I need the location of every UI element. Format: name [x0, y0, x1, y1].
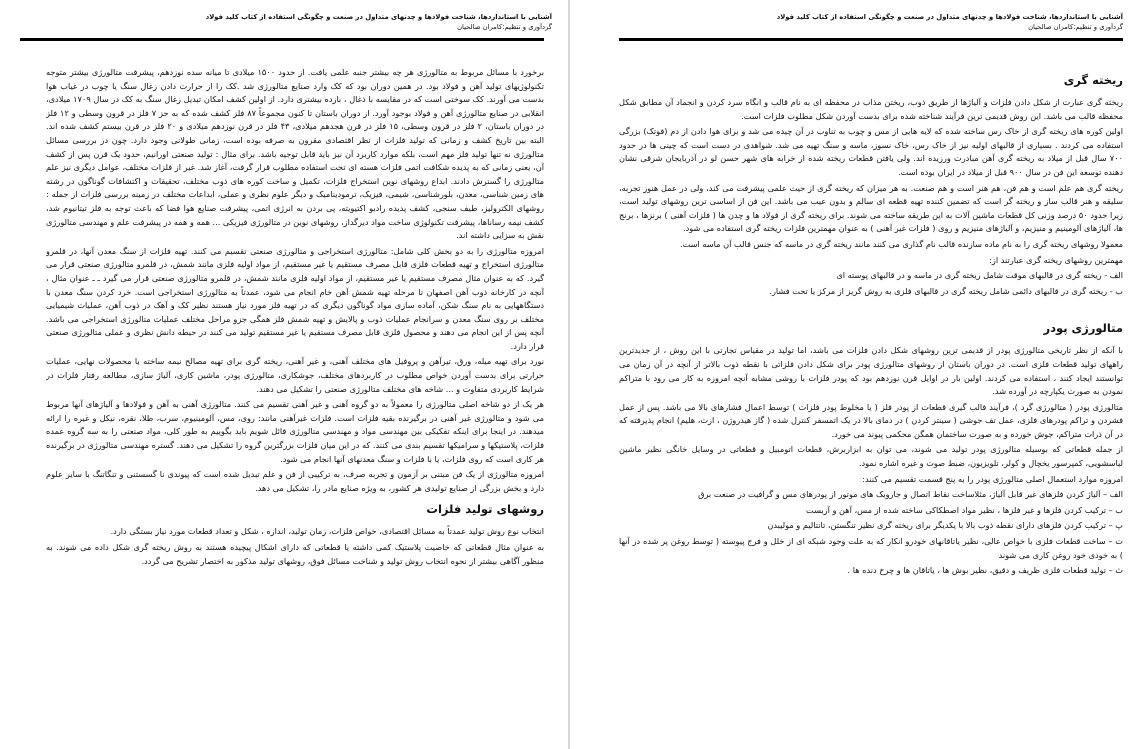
header-rule	[20, 38, 544, 41]
paragraph: ریخته گری هم علم است و هم فن، هم هنر است و هم صنعت. به هر میزان که ریخته گری از حیث علمی پیشرفت می کند، ولی در عمل هنوز تجربه، سلیقه و هنر قالب ساز و ریخته گر است که تضمین کننده تهیه قطعه ای سالم و بدون عیب می باشد. این فن از اساسی ترین روشهای تولید است، زیرا حدود ۵۰ درصد وزنی کل قطعات ماشین آلات به این طریقه ساخته می شوند. برای ریخته گری از فولاد ها و چدن ها ( فلزات آهنی ) برنزها ، برنج ها، آلیاژهای آلومینیم و منیزیم، و آلیاژهای منیزیم و روی ( فلزات غیر آهنی ) به عنوان مهمترین فلزات ریخته گری استفاده می شود.	[619, 182, 1123, 234]
section-heading: روشهای تولید فلزات	[426, 502, 544, 517]
paragraph: مهمترین روشهای ریخته گری عبارتند از:	[989, 254, 1123, 265]
list-item: پ – ترکیب کردن فلزهای دارای نقطه ذوب بالا با یکدیگر برای ریخته گری نظیر تنگستن، تانتالیم و مولیبدن	[767, 520, 1123, 531]
header-rule	[619, 38, 1123, 41]
header-subtitle: گردآوری و تنظیم:کامران صالحیان	[457, 23, 552, 31]
right-page	[571, 0, 1141, 749]
paragraph: به عنوان مثال قطعاتی که خاصیت پلاستیک کمی داشته یا قطعاتی که دارای اشکال پیچیده هستند به روش ریخته گری شکل داده می شوند. به منظور آگاهی بیشتر از نحوه انتخاب روش تولید و شناخت مسائل فوق، روشهای تولید مذکور به اختصار تشریح می گردد.	[46, 542, 544, 566]
paragraph: هر یک از دو شاخه اصلی متالورژی را معمولاً به دو گروه آهنی و غیر آهنی تقسیم می کنند. متالورژی آهنی به آهن و فولادها و آلیاژهای آنها مربوط می شود و متالورژی غیر آهنی در برگیرنده بقیه فلزات است. فلزات غیرآهنی مانند: روی، مس، آلومینیوم، سرب، طلا، نقره، نیکل و غیره را ارائه میدهند. در اینجا برای اینکه تفکیکی بین مهندسی مواد و مهندسی متالورژی قائل شویم باید بگوییم به طور کلی، مواد صنعتی را به سه گروه عمده فلزات، پلاستیکها و سرامیکها تقسیم بندی می کنند. که در این میان فلزات بزرگترین گروه را تشکیل می دهند. گستره مهندسی متالورژی در برگیرنده هر کاری است که روی فلزات، یا با فلزات و سنگ معدنهای آنها انجام می شود.	[46, 399, 544, 464]
paragraph: ریخته گری عبارت از شکل دادن فلزات و آلیاژها از طریق ذوب، ریختن مذاب در محفظه ای به نام قالب و انگاه سرد کردن و انجماد آن مطابق شکل محفظه قالب می باشد. این روش قدیمی ترین فرآیند شناخته شده برای بدست آوردن شکل مطلوب فلزات است.	[619, 97, 1123, 121]
paragraph: نورد برای تهیه میله، ورق، تیرآهن و پروفیل های مختلف آهنی، و غیر آهنی، ریخته گری برای تهیه مصالح نیمه ساخته یا محصولات نهایی، عملیات حرارتی برای بدست آوردن خواص مطلوب در کاربردهای مختلف، جوشکاری، متالورژی پودر، ماشین کاری، آلیاژ سازی، مطالعه رفتار فلزات در شرایط کاربردی متفاوت و ... شاخه های مختلف متالورژی صنعتی را تشکیل می دهند.	[46, 356, 544, 394]
right-page-content	[619, 66, 1123, 729]
page-gutter	[568, 0, 570, 749]
list-item: ت – ساخت قطعات فلزی با خواص عالی، نظیر یاتاقانهای خودرو انکار که به علت وجود شبکه ای از خلل و فرج پیوسته ( توسط روغن پر شده در آنها ) به خودی خود روغن کاری می شوند	[619, 536, 1123, 560]
paragraph: امروزه موارد استعمال اصلی متالورژی پودر را به پنج قسمت تقسیم می کنند:	[862, 473, 1123, 484]
page-header	[777, 12, 1123, 32]
paragraph: معمولا روشهای ریخته گری را به نام ماده سازنده قالب نام گذاری می کنند مانند ریخته گری در ماسه که جنس قالب آن ماسه است.	[679, 238, 1123, 249]
list-item: ب – ترکیب کردن فلزها و غیر فلزها ، نظیر مواد اصطکاکی ساخته شده از مس، آهن و آزبست	[806, 504, 1123, 515]
paragraph: از جمله قطعاتی که بوسیله متالورژی پودر تولید می شوند، می توان به ابزاربرش، قطعات اتومبیل و قطعاتی در وسایل خانگی نظیر ماشین لباسشویی، کمپرسور یخچال و کولر، تلویزیون، ضبط صوت و غیره اشاره نمود.	[619, 444, 1123, 469]
header-subtitle: گردآوری و تنظیم:کامران صالحیان	[1028, 23, 1123, 31]
list-item: ب - ریخته گری در قالبهای دائمی شامل ریخته گری در قالبهای فلزی به روش گریز از مرکز یا تحت فشار.	[769, 285, 1123, 296]
paragraph: با آنکه از نظر تاریخی متالورژی پودر از قدیمی ترین روشهای شکل دادن فلزات می باشد، اما تولید در مقیاس تجارتی با این روش ، از جدیدترین راههای تولید قطعات فلزی است. در دوران باستان از روشهای متالورژی پودر برای شکل دادن فلزاتی با نقطه ذوب بالاتر از آنچه در آن زمان می توانستند ایجاد کنند ، استفاده می کردند. اولین بار در اوایل قرن نوزدهم بود که پودر فلزات با روشی مشابه آنچه امروزه به کار می رود با متراکم نمودن به صورت یکپارچه در آورده شد.	[619, 345, 1123, 397]
header-title: آشنایی با استانداردها، شناخت فولادها و چدنهای متداول در صنعت و چگونگی استفاده از کتاب کلید فولاد	[205, 13, 552, 21]
page-header	[206, 12, 552, 32]
paragraph: امروزه متالورژی را به دو بخش کلی شامل: متالورژی استخراجی و متالورژی صنعتی تقسیم می کنند. تهیه فلزات از سنگ معدن آنها، در قلمرو متالورژی استخراج و تهیه قطعات فلزی قابل مصرف مستقیم یا غیر مستقیم، از مواد اولیه فلزی مانند شمش، در قلمرو متالورژی صنعتی قرار می گیرد. که به عنوان مثال مصرف مستقیم یا غیر مستقیم، از مواد اولیه فلزی مانند شمش، در قلمرو متالورژی صنعتی قرار می گیرد ـ ـ عنوان مثال ، آنچه در کارخانه ذوب آهن اصفهان تا مرحله تهیه شمش آهن خام انجام می شود، عمدتاً به متالورژی استخراجی است. خرد کردن سنگ معدن با دستگاههایی به نام سنگ شکن، آماده سازی مواد گوناگون دیگری که در تهیه فلز مورد نیاز هستند نظیر کک و آهک در ذوب آهن، عملیات شیمیایی مختلف بر روی سنگ معدن و سرانجام عملیات ذوب و پالایش و تهیه شمش فلز همگی جزو مراحل مختلف عملیات متالورژی استخراجی می باشد. آنچه پس از این انجام می دهند و محصول فلزی قابل مصرف مستقیم یا غیر مستقیم تولید می کنند در حیطه دانش نظری و عملی متالورژی صنعتی قرار دارد.	[46, 245, 544, 351]
left-page-content	[46, 66, 544, 729]
paragraph: انتخاب نوع روش تولید عمدتاً به مسائل اقتصادی، خواص فلزات، زمان تولید، اندازه ، شکل و تعداد قطعات مورد نیاز بستگی دارد.	[110, 526, 544, 537]
left-page	[0, 0, 570, 749]
paragraph: برخورد با مسائل مربوط به متالورژی هر چه بیشتر جنبه علمی یافت. از حدود ۱۵۰۰ میلادی تا میانه سده نوزدهم، پیشرفت متالورژی بیشتر متوجه تکنولوژیهای تولید آهن و فولاد بود. در همین دوران بود که کک وارد صنایع متالورژی شد .کک را از حرارت دادن زغال سنگ یا چوب در غیاب هوا بدست می آورند. کک سوختی است که در مقایسه با ذغال ، بازده بیشتری دارد. از اولین کشف امکان تبدیل زغال سنگ به کک در سال ۱۷۰۹ میلادی، انقلابی در صنایع متالورژی آهن و فولاد بوجود آورد. از دوران باستان تا کنون مجموعاً ۸۷ فلز کشف شده که به جز ۷ فلز در قرون وسطی و ۱۲ فلز در دوران باستان، ۲ فلز در قرون وسطی، ۱۵ فلز در قرن هجدهم میلادی، ۴۳ فلز در قرن نوزدهم میلادی و ۲۰ فلز در قرن بیستم کشف شده اند. البته بین تاریخ کشف و زمانی که تولید فلزات از نظر اقتصادی مقرون به صرفه بوده است، زمانی طولانی وجود دارد. چون در بررسی مسائل متالورژی نه تنها تولید فلز مهم است، بلکه موارد کاربرد آن نیز باید قابل توجیه باشد. برای مثال : تولید صنعتی اورانیم، حدود یک قرن پس از کشف آن، یعنی زمانی که به پدیده شکافت اتمی فلزات هسته ای تحت استفاده مطلوب قرار گرفت، آغاز شد. غیر از فلزات مختلف، عوامل دیگری نیز علم متالورژی را گسترش دادند. ابداع روشهای نوین استخراج فلزات، تکمیل و ساخت کوره های ذوب مختلف، تحقیقات و اکتشافات گوناگون در رشته های زمین شناسی، معدن، بلورشناسی، شیمی، فیزیک، ترمودینامیک و دیگر علوم نظری و عملی، ابداعات مختلف در زمینه بررسی فلزات از جمله : روشهای الکترولیز، طیف سنجی، کشف پدیده رادیو اکتیویته، پی بردن به انرژی اتمی، پیشرفت صنایع هوا فضا که باعث توجه به فلز تیتانیوم شد، کشف نیمه رساناها، پیشرفت تکنولوژی ساخت مواد دیرگداز، روشهای نوین در متالورژی فیزیکی ... همه و همه در پیشرفت علم و مهندسی متالورژی نقش به سزایی داشته اند.	[46, 67, 544, 241]
paragraph: اولین کوره های ریخته گری از خاک رس ساخته شده که لایه هایی از مس و چوب به تناوب در آن چیده می شد و برای هوا دادن از دم (فوتک) بزرگی استفاده می کردند . بسیاری از قالبهای اولیه نیز از خاک رس، خاک نسوز، ماسه و سنگ تهیه می شد. شواهدی در دست است که چینی ها در حدود ۷۰۰ سال قبل از میلاد به ریخته گری آهن مبادرت ورزیده اند. ولی یافتن قطعات ریخته شده از خرابه های شهر حسن لو در آذربایجان شرقی نشان دهنده توسعه این فن در سال ۹۰۰ قبل از میلاد در ایران بوده است.	[619, 126, 1123, 177]
list-item: ث – تولید قطعات فلزی ظریف و دقیق، نظیر بوش ها ، یاتاقان ها و چرخ دنده ها .	[847, 565, 1123, 576]
header-title: آشنایی با استانداردها، شناخت فولادها و چدنهای متداول در صنعت و چگونگی استفاده از کتاب کلید فولاد	[776, 13, 1123, 21]
list-item: الف - ریخته گری در قالبهای موقت شامل ریخته گری در ماسه و در قالبهای پوسته ای	[836, 270, 1123, 281]
list-item: الف – آلیاژ کردن فلزهای غیر قابل آلیاژ، مثلاساخت نقاط اتصال و جاروبک های موتور از پودرهای مس و گرافیت در صنعت برق	[698, 489, 1123, 500]
section-heading: ریخته گری	[1063, 73, 1123, 87]
section-heading: متالورژی پودر	[1043, 321, 1123, 336]
paragraph: امروزه متالورژی از یک فن مبتنی بر آزمون و تجربه صرف، به ترکیبی از فن و علم تبدیل شده است که پیوندی نا گسستنی و تنگاتنگ با سایر علوم دارد و بخش بزرگی از صنایع تولیدی هر کشور، به ویژه صنایع مادر را، تشکیل می دهد.	[46, 469, 544, 493]
paragraph: متالورژی پودر ( متالورژی گرد )، فرآیند قالب گیری قطعات از پودر فلز ( یا مخلوط پودر فلزات ) توسط اعمال فشارهای بالا می باشد. پس از عمل فشردن و تراکم پودرهای فلزی، عمل تف جوشی ( سینتر کردن ) در دمای بالا در یک اتمسفر کنترل شده ( گاز هیدروژن ، ازت، هلیم) انجام پذیرفته که در آن ذرات متراکم، جوش خورده و به صورت ساختمان همگن محکمی پیوند می خورد.	[619, 401, 1123, 439]
